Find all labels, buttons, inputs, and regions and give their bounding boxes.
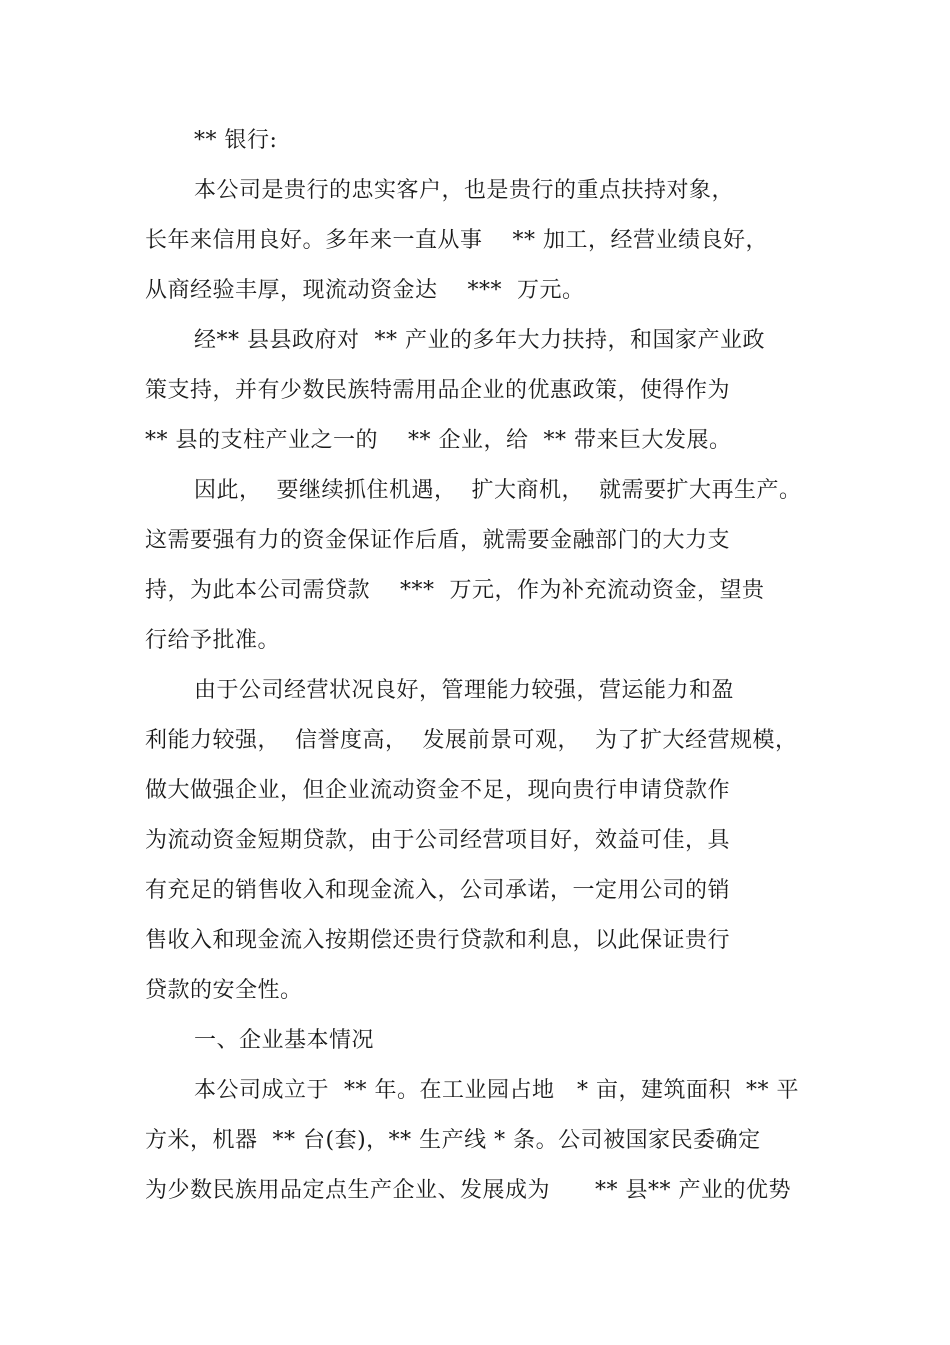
paragraph-line: 为流动资金短期贷款，由于公司经营项目好，效益可佳，具 (145, 828, 731, 853)
paragraph-line: 本公司是贵行的忠实客户，也是贵行的重点扶持对象， (194, 178, 735, 203)
paragraph-line: 长年来信用良好。多年来一直从事 ** 加工，经营业绩良好， (145, 228, 768, 253)
paragraph-line: 策支持，并有少数民族特需用品企业的优惠政策，使得作为 (145, 378, 731, 403)
paragraph-line: 这需要强有力的资金保证作后盾，就需要金融部门的大力支 (145, 528, 731, 553)
paragraph-line: 本公司成立于 ** 年。在工业园占地 * 亩，建筑面积 ** 平 (194, 1078, 799, 1103)
paragraph-line: 持，为此本公司需贷款 *** 万元，作为补充流动资金，望贵 (145, 578, 765, 603)
paragraph-line: 售收入和现金流入按期偿还贵行贷款和利息，以此保证贵行 (145, 928, 731, 953)
paragraph-line: 有充足的销售收入和现金流入，公司承诺，一定用公司的销 (145, 878, 731, 903)
paragraph-line: 利能力较强， 信誉度高， 发展前景可观， 为了扩大经营规模， (145, 728, 798, 753)
section-heading: 一、企业基本情况 (194, 1028, 375, 1053)
paragraph-line: ** 县的支柱产业之一的 ** 企业，给 ** 带来巨大发展。 (145, 428, 732, 453)
salutation: ** 银行: (194, 128, 278, 153)
paragraph-line: 因此， 要继续抓住机遇， 扩大商机， 就需要扩大再生产。 (194, 478, 802, 503)
paragraph-line: 为少数民族用品定点生产企业、发展成为 ** 县** 产业的优势 (145, 1178, 791, 1203)
paragraph-line: 从商经验丰厚，现流动资金达 *** 万元。 (145, 278, 585, 303)
paragraph-line: 做大做强企业，但企业流动资金不足，现向贵行申请贷款作 (145, 778, 731, 803)
paragraph-line: 经** 县县政府对 ** 产业的多年大力扶持，和国家产业政 (194, 328, 765, 353)
paragraph-line: 行给予批准。 (145, 628, 281, 653)
paragraph-line: 方米，机器 ** 台(套)，** 生产线 * 条。公司被国家民委确定 (145, 1128, 761, 1153)
paragraph-line: 贷款的安全性。 (145, 978, 303, 1003)
paragraph-line: 由于公司经营状况良好，管理能力较强，营运能力和盈 (194, 678, 735, 703)
